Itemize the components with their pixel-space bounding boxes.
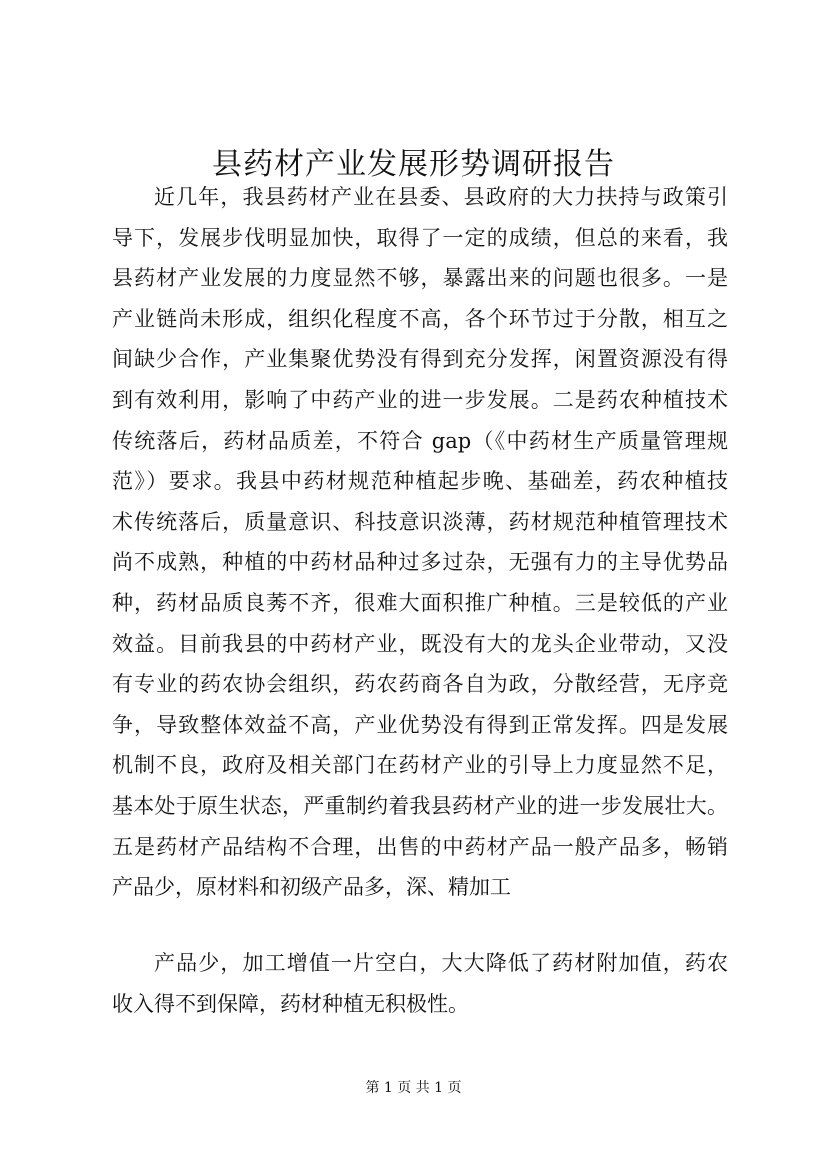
paragraph-line: 产品少，原材料和初级产品多，深、精加工 bbox=[112, 875, 511, 900]
paragraph-line: 到有效利用，影响了中药产业的进一步发展。二是药农种植技术 bbox=[112, 387, 728, 412]
page-footer bbox=[0, 1078, 827, 1098]
paragraph-line: 有专业的药农协会组织，药农药商各自为政，分散经营，无序竞 bbox=[112, 672, 728, 697]
paragraph-line: 传统落后，药材品质差，不符合 gap（《中药材生产质量管理规 bbox=[112, 428, 728, 453]
paragraph-line: 县药材产业发展的力度显然不够，暴露出来的问题也很多。一是 bbox=[112, 266, 728, 291]
paragraph-line: 产品少，加工增值一片空白，大大降低了药材附加值，药农 bbox=[154, 951, 728, 975]
paragraph-line: 争，导致整体效益不高，产业优势没有得到正常发挥。四是发展 bbox=[112, 712, 728, 737]
paragraph-2 bbox=[112, 943, 728, 1024]
paragraph-1 bbox=[112, 177, 728, 908]
paragraph-line: 产业链尚未形成，组织化程度不高，各个环节过于分散，相互之 bbox=[112, 306, 728, 331]
paragraph-line: 基本处于原生状态，严重制约着我县药材产业的进一步发展壮大。 bbox=[112, 793, 728, 818]
paragraph-line: 机制不良，政府及相关部门在药材产业的引导上力度显然不足， bbox=[112, 753, 728, 778]
page-number-label: 第 1 页 共 1 页 bbox=[365, 1080, 462, 1096]
paragraph-line: 术传统落后，质量意识、科技意识淡薄，药材规范种植管理技术 bbox=[112, 509, 728, 534]
paragraph-line: 五是药材产品结构不合理，出售的中药材产品一般产品多，畅销 bbox=[112, 834, 728, 859]
paragraph-line: 种，药材品质良莠不齐，很难大面积推广种植。三是较低的产业 bbox=[112, 590, 728, 615]
document-title: 县药材产业发展形势调研报告 bbox=[212, 147, 615, 182]
paragraph-line: 效益。目前我县的中药材产业，既没有大的龙头企业带动，又没 bbox=[112, 631, 728, 656]
paragraph-line: 尚不成熟，种植的中药材品种过多过杂，无强有力的主导优势品 bbox=[112, 550, 728, 575]
paragraph-line: 导下，发展步伐明显加快，取得了一定的成绩，但总的来看，我 bbox=[112, 225, 728, 250]
paragraph-line: 范》）要求。我县中药材规范种植起步晚、基础差，药农种植技 bbox=[112, 469, 728, 494]
paragraph-line: 近几年，我县药材产业在县委、县政府的大力扶持与政策引 bbox=[154, 185, 728, 209]
paragraph-line: 间缺少合作，产业集聚优势没有得到充分发挥，闲置资源没有得 bbox=[112, 347, 728, 372]
paragraph-line: 收入得不到保障，药材种植无积极性。 bbox=[112, 991, 469, 1016]
